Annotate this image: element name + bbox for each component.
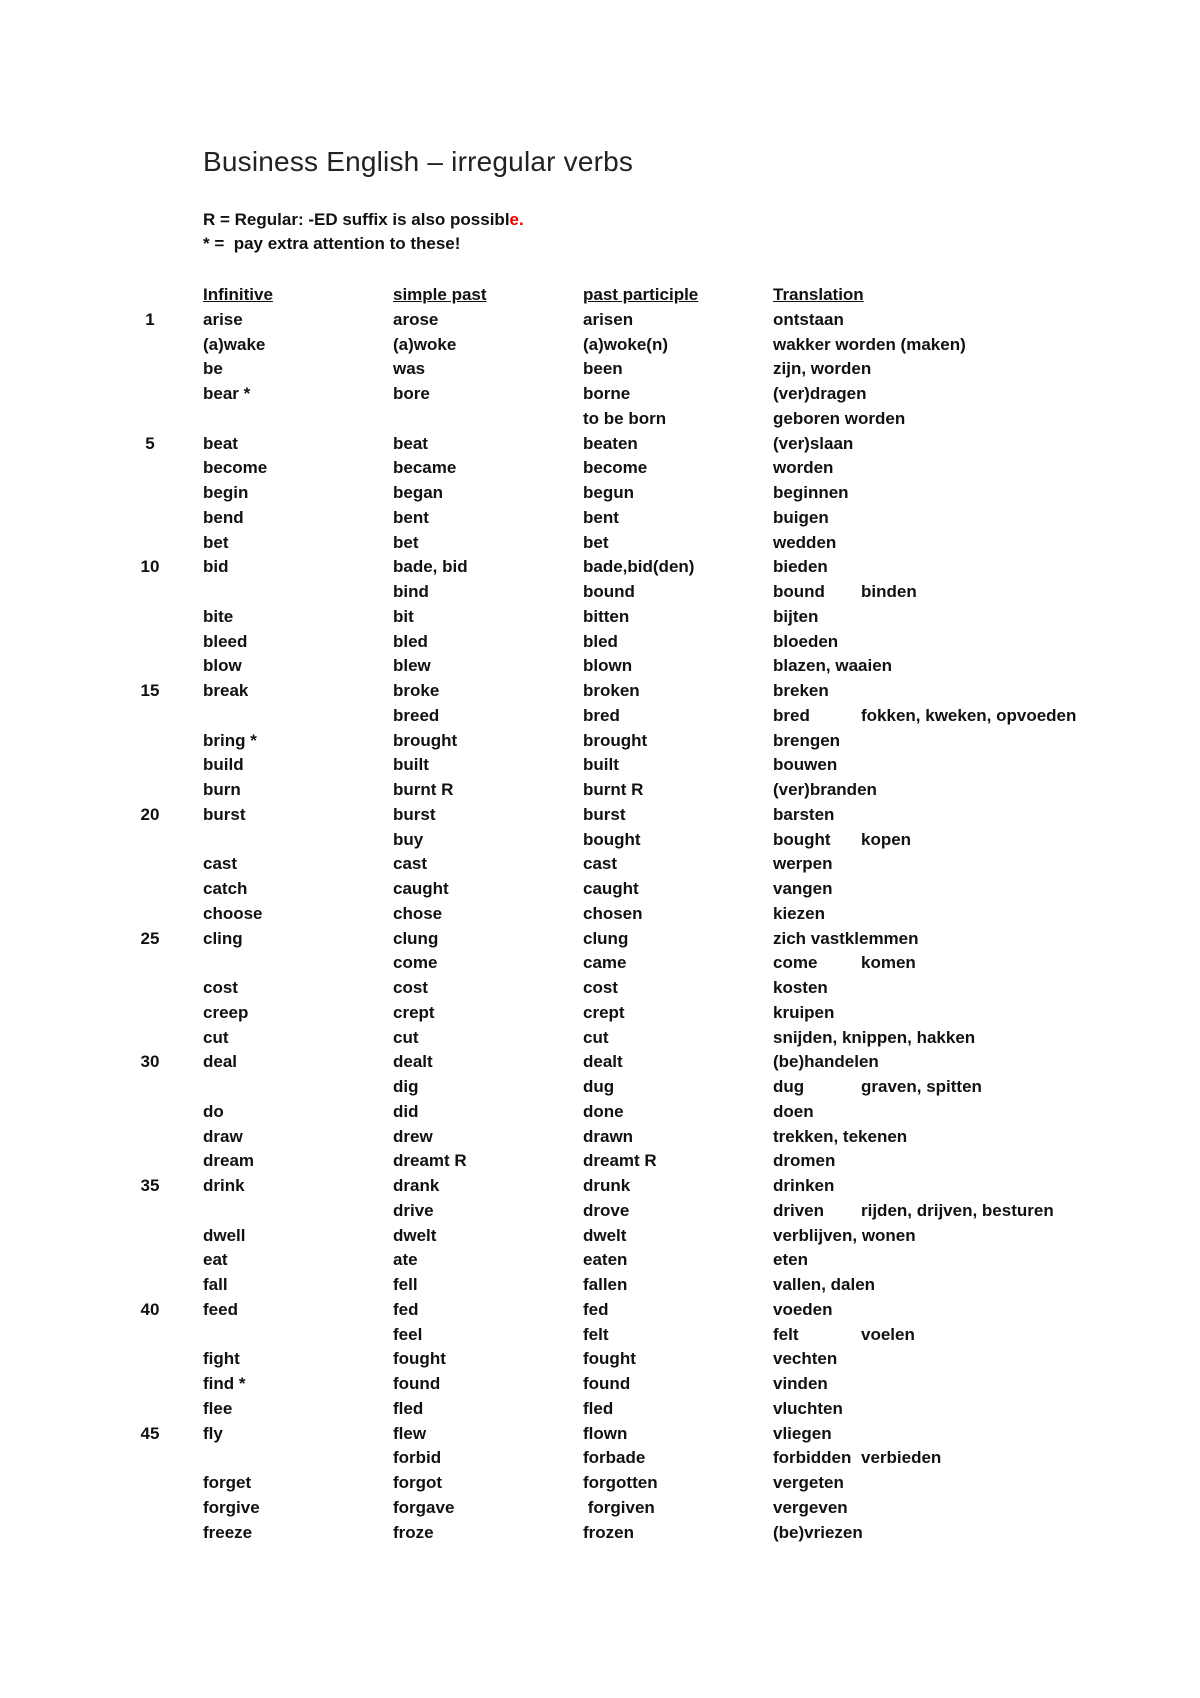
translation-cell: (ver)dragen — [773, 384, 867, 403]
translation-cell: bred — [773, 705, 810, 725]
simple-past-cell: bet — [393, 532, 419, 552]
simple-past-cell: built — [393, 755, 429, 775]
infinitive-cell: catch — [203, 879, 248, 898]
infinitive-cell: burst — [203, 804, 246, 824]
simple-past-cell: ate — [393, 1250, 418, 1270]
past-participle-cell: forgotten — [583, 1473, 658, 1492]
table-row — [0, 1199, 1200, 1224]
past-participle-cell: cast — [583, 854, 618, 874]
past-participle-cell: cost — [583, 978, 618, 997]
infinitive-cell: eat — [203, 1250, 228, 1270]
past-participle-cell: bitten — [583, 606, 630, 626]
note-attention: * = pay extra attention to these! — [203, 234, 461, 253]
note-regular-text: R = Regular: -ED suffix is also possibl — [203, 210, 510, 229]
infinitive-cell: bear * — [203, 384, 251, 403]
translation-cell: forbidden — [773, 1448, 852, 1468]
translation-cell: kruipen — [773, 1002, 835, 1022]
translation-cell: dromen — [773, 1151, 836, 1171]
translation-cell: worden — [773, 458, 834, 478]
row-number: 5 — [145, 433, 155, 453]
infinitive-cell: become — [203, 458, 268, 478]
simple-past-cell: bled — [393, 631, 428, 651]
past-participle-cell: broken — [583, 681, 640, 700]
table-row — [0, 506, 1200, 531]
translation-extra-cell: binden — [861, 582, 917, 601]
row-number: 20 — [140, 804, 160, 824]
infinitive-cell: do — [203, 1101, 224, 1121]
infinitive-cell: (a)wake — [203, 334, 266, 354]
simple-past-cell: arose — [393, 309, 439, 329]
infinitive-cell: cost — [203, 978, 238, 997]
table-row — [0, 1347, 1200, 1372]
translation-cell: bieden — [773, 557, 828, 577]
table-row — [0, 1372, 1200, 1397]
table-row — [0, 1248, 1200, 1273]
table-row — [0, 1224, 1200, 1249]
table-row — [0, 1026, 1200, 1051]
simple-past-cell: fought — [393, 1349, 446, 1369]
infinitive-cell: be — [203, 359, 223, 379]
table-row — [0, 852, 1200, 877]
simple-past-cell: come — [393, 953, 438, 973]
infinitive-cell: drink — [203, 1176, 245, 1195]
translation-cell: verblijven, wonen — [773, 1225, 916, 1245]
simple-past-cell: cast — [393, 854, 428, 874]
translation-cell: blazen, waaien — [773, 656, 893, 676]
translation-cell: wedden — [773, 532, 837, 552]
simple-past-cell: forbid — [393, 1448, 442, 1468]
translation-cell: vergeven — [773, 1497, 848, 1517]
infinitive-cell: bend — [203, 507, 244, 527]
translation-cell: werpen — [773, 854, 833, 874]
row-number: 30 — [140, 1052, 160, 1072]
simple-past-cell: dreamt R — [393, 1151, 467, 1171]
past-participle-cell: been — [583, 359, 623, 379]
past-participle-cell: bled — [583, 631, 618, 651]
infinitive-cell: fly — [203, 1423, 223, 1443]
infinitive-cell: fight — [203, 1349, 240, 1369]
table-row — [0, 407, 1200, 432]
table-row — [0, 555, 1200, 580]
infinitive-cell: arise — [203, 309, 243, 329]
table-row — [0, 382, 1200, 407]
row-number: 45 — [140, 1423, 160, 1443]
past-participle-cell: forgiven — [583, 1497, 655, 1517]
past-participle-cell: bred — [583, 705, 620, 725]
table-row — [0, 1174, 1200, 1199]
row-number: 1 — [145, 309, 155, 329]
translation-cell: vliegen — [773, 1423, 832, 1443]
table-row — [0, 729, 1200, 754]
infinitive-cell: draw — [203, 1126, 243, 1146]
table-row — [0, 531, 1200, 556]
past-participle-cell: begun — [583, 483, 634, 502]
past-participle-cell: forbade — [583, 1448, 646, 1468]
translation-cell: trekken, tekenen — [773, 1126, 908, 1146]
translation-cell: brengen — [773, 730, 841, 750]
translation-cell: (be)vriezen — [773, 1522, 863, 1542]
translation-cell: come — [773, 953, 818, 973]
table-row — [0, 1446, 1200, 1471]
past-participle-cell: fought — [583, 1349, 636, 1369]
simple-past-cell: dig — [393, 1077, 419, 1096]
past-participle-cell: to be born — [583, 408, 667, 428]
table-row — [0, 679, 1200, 704]
table-row — [0, 1323, 1200, 1348]
simple-past-cell: began — [393, 483, 444, 502]
row-number: 25 — [140, 928, 160, 948]
past-participle-cell: bent — [583, 507, 619, 527]
table-row — [0, 1075, 1200, 1100]
translation-cell: eten — [773, 1250, 808, 1270]
infinitive-cell: forget — [203, 1473, 252, 1492]
simple-past-cell: bent — [393, 507, 429, 527]
simple-past-cell: forgave — [393, 1497, 455, 1517]
simple-past-cell: burst — [393, 804, 436, 824]
translation-extra-cell: rijden, drijven, besturen — [861, 1200, 1054, 1220]
simple-past-cell: breed — [393, 705, 440, 725]
translation-cell: dug — [773, 1077, 805, 1096]
past-participle-cell: done — [583, 1101, 624, 1121]
infinitive-cell: forgive — [203, 1497, 260, 1517]
simple-past-cell: burnt R — [393, 780, 454, 799]
translation-cell: kosten — [773, 978, 828, 997]
past-participle-cell: clung — [583, 928, 629, 948]
note-regular — [203, 210, 524, 230]
table-row — [0, 877, 1200, 902]
past-participle-cell: dug — [583, 1077, 615, 1096]
table-header-row — [0, 283, 1200, 308]
simple-past-cell: cost — [393, 978, 428, 997]
infinitive-cell: cling — [203, 928, 243, 948]
verb-table — [0, 283, 1200, 1545]
header-infinitive: Infinitive — [203, 285, 273, 304]
translation-cell: geboren worden — [773, 408, 906, 428]
past-participle-cell: cut — [583, 1027, 609, 1047]
past-participle-cell: eaten — [583, 1250, 628, 1270]
past-participle-cell: flown — [583, 1423, 628, 1443]
infinitive-cell: flee — [203, 1398, 233, 1418]
past-participle-cell: dreamt R — [583, 1151, 657, 1171]
table-row — [0, 1100, 1200, 1125]
translation-cell: kiezen — [773, 903, 825, 923]
past-participle-cell: came — [583, 953, 627, 973]
table-row — [0, 1050, 1200, 1075]
simple-past-cell: did — [393, 1101, 419, 1121]
past-participle-cell: burnt R — [583, 780, 644, 799]
header-simple-past: simple past — [393, 285, 487, 304]
infinitive-cell: freeze — [203, 1522, 253, 1542]
past-participle-cell: caught — [583, 879, 639, 898]
past-participle-cell: become — [583, 458, 648, 478]
infinitive-cell: break — [203, 681, 249, 700]
simple-past-cell: bade, bid — [393, 557, 468, 577]
table-row — [0, 951, 1200, 976]
translation-extra-cell: verbieden — [861, 1448, 942, 1468]
table-row — [0, 1496, 1200, 1521]
translation-cell: wakker worden (maken) — [773, 334, 966, 354]
translation-extra-cell: voelen — [861, 1324, 915, 1344]
past-participle-cell: fled — [583, 1398, 614, 1418]
past-participle-cell: drunk — [583, 1176, 631, 1195]
simple-past-cell: froze — [393, 1522, 434, 1542]
simple-past-cell: dwelt — [393, 1225, 437, 1245]
table-row — [0, 1397, 1200, 1422]
infinitive-cell: blow — [203, 656, 242, 676]
simple-past-cell: dealt — [393, 1052, 433, 1072]
translation-extra-cell: kopen — [861, 829, 912, 849]
translation-cell: (ver)slaan — [773, 433, 854, 453]
past-participle-cell: dealt — [583, 1052, 623, 1072]
past-participle-cell: bought — [583, 829, 641, 849]
table-row — [0, 1471, 1200, 1496]
table-row — [0, 456, 1200, 481]
past-participle-cell: found — [583, 1374, 631, 1393]
simple-past-cell: found — [393, 1374, 441, 1393]
simple-past-cell: drew — [393, 1126, 433, 1146]
translation-cell: (ver)branden — [773, 780, 877, 799]
simple-past-cell: flew — [393, 1423, 427, 1443]
infinitive-cell: fall — [203, 1275, 228, 1294]
translation-cell: bloeden — [773, 631, 839, 651]
table-row — [0, 1149, 1200, 1174]
simple-past-cell: caught — [393, 879, 449, 898]
page-title: Business English – irregular verbs — [203, 146, 634, 177]
simple-past-cell: crept — [393, 1002, 435, 1022]
past-participle-cell: felt — [583, 1324, 609, 1344]
table-row — [0, 803, 1200, 828]
simple-past-cell: chose — [393, 903, 443, 923]
note-regular-red-text: e. — [509, 210, 524, 229]
translation-cell: zich vastklemmen — [773, 928, 919, 948]
past-participle-cell: dwelt — [583, 1225, 627, 1245]
table-row — [0, 1125, 1200, 1150]
translation-cell: beginnen — [773, 483, 849, 502]
translation-cell: bouwen — [773, 755, 838, 775]
translation-cell: snijden, knippen, hakken — [773, 1027, 976, 1047]
table-row — [0, 333, 1200, 358]
row-number: 10 — [140, 557, 160, 577]
infinitive-cell: bet — [203, 532, 229, 552]
table-row — [0, 1298, 1200, 1323]
past-participle-cell: blown — [583, 656, 633, 676]
past-participle-cell: built — [583, 755, 619, 775]
simple-past-cell: fed — [393, 1299, 419, 1319]
simple-past-cell: became — [393, 458, 457, 478]
translation-cell: felt — [773, 1324, 799, 1344]
simple-past-cell: beat — [393, 433, 428, 453]
simple-past-cell: drive — [393, 1200, 434, 1220]
past-participle-cell: drove — [583, 1200, 630, 1220]
table-row — [0, 605, 1200, 630]
table-row — [0, 630, 1200, 655]
simple-past-cell: brought — [393, 730, 458, 750]
simple-past-cell: buy — [393, 829, 424, 849]
translation-cell: ontstaan — [773, 309, 844, 329]
past-participle-cell: fallen — [583, 1275, 628, 1294]
translation-cell: barsten — [773, 804, 835, 824]
infinitive-cell: choose — [203, 903, 263, 923]
translation-cell: bijten — [773, 606, 819, 626]
simple-past-cell: fell — [393, 1275, 418, 1294]
table-row — [0, 704, 1200, 729]
simple-past-cell: bind — [393, 582, 429, 601]
table-row — [0, 357, 1200, 382]
past-participle-cell: beaten — [583, 433, 638, 453]
translation-cell: driven — [773, 1200, 825, 1220]
translation-cell: bought — [773, 829, 831, 849]
translation-cell: zijn, worden — [773, 359, 872, 379]
past-participle-cell: drawn — [583, 1126, 634, 1146]
translation-cell: vallen, dalen — [773, 1275, 876, 1294]
simple-past-cell: fled — [393, 1398, 424, 1418]
table-row — [0, 1422, 1200, 1447]
translation-extra-cell: fokken, kweken, opvoeden — [861, 705, 1077, 725]
translation-extra-cell: graven, spitten — [861, 1077, 982, 1096]
infinitive-cell: dream — [203, 1151, 255, 1171]
past-participle-cell: bade,bid(den) — [583, 557, 695, 577]
infinitive-cell: bid — [203, 557, 229, 577]
infinitive-cell: dwell — [203, 1225, 246, 1245]
table-row — [0, 432, 1200, 457]
row-number: 40 — [140, 1299, 160, 1319]
infinitive-cell: bring * — [203, 730, 257, 750]
past-participle-cell: frozen — [583, 1522, 634, 1542]
table-row — [0, 976, 1200, 1001]
table-row — [0, 1001, 1200, 1026]
table-row — [0, 308, 1200, 333]
past-participle-cell: fed — [583, 1299, 609, 1319]
translation-cell: voeden — [773, 1299, 833, 1319]
simple-past-cell: (a)woke — [393, 334, 457, 354]
simple-past-cell: was — [393, 359, 426, 379]
simple-past-cell: clung — [393, 928, 439, 948]
row-number: 35 — [140, 1176, 160, 1195]
infinitive-cell: burn — [203, 780, 241, 799]
infinitive-cell: bite — [203, 606, 234, 626]
table-row — [0, 481, 1200, 506]
header-translation: Translation — [773, 285, 864, 304]
translation-cell: doen — [773, 1101, 814, 1121]
past-participle-cell: chosen — [583, 903, 643, 923]
infinitive-cell: find * — [203, 1374, 246, 1393]
translation-cell: breken — [773, 681, 829, 700]
translation-cell: bound — [773, 582, 825, 601]
table-row — [0, 1521, 1200, 1546]
past-participle-cell: bound — [583, 582, 635, 601]
simple-past-cell: broke — [393, 681, 440, 700]
table-row — [0, 778, 1200, 803]
header-past-participle: past participle — [583, 285, 699, 304]
translation-cell: vangen — [773, 879, 833, 898]
simple-past-cell: blew — [393, 656, 431, 676]
past-participle-cell: burst — [583, 804, 626, 824]
table-row — [0, 927, 1200, 952]
infinitive-cell: bleed — [203, 631, 248, 651]
infinitive-cell: begin — [203, 483, 249, 502]
infinitive-cell: cut — [203, 1027, 229, 1047]
row-number: 15 — [140, 681, 160, 700]
simple-past-cell: drank — [393, 1176, 440, 1195]
infinitive-cell: cast — [203, 854, 238, 874]
past-participle-cell: borne — [583, 384, 631, 403]
past-participle-cell: bet — [583, 532, 609, 552]
infinitive-cell: creep — [203, 1002, 249, 1022]
table-row — [0, 654, 1200, 679]
translation-cell: vechten — [773, 1349, 838, 1369]
table-row — [0, 828, 1200, 853]
infinitive-cell: feed — [203, 1299, 238, 1319]
table-row — [0, 580, 1200, 605]
table-row — [0, 1273, 1200, 1298]
table-row — [0, 753, 1200, 778]
past-participle-cell: arisen — [583, 309, 634, 329]
translation-cell: drinken — [773, 1176, 835, 1195]
simple-past-cell: cut — [393, 1027, 419, 1047]
infinitive-cell: build — [203, 755, 244, 775]
infinitive-cell: deal — [203, 1052, 238, 1072]
simple-past-cell: bit — [393, 606, 414, 626]
past-participle-cell: (a)woke(n) — [583, 334, 668, 354]
infinitive-cell: beat — [203, 433, 238, 453]
translation-cell: buigen — [773, 507, 829, 527]
translation-cell: vergeten — [773, 1473, 844, 1492]
past-participle-cell: brought — [583, 730, 648, 750]
translation-cell: (be)handelen — [773, 1052, 879, 1072]
past-participle-cell: crept — [583, 1002, 625, 1022]
simple-past-cell: forgot — [393, 1473, 443, 1492]
simple-past-cell: feel — [393, 1324, 423, 1344]
translation-extra-cell: komen — [861, 953, 916, 973]
translation-cell: vluchten — [773, 1398, 843, 1418]
simple-past-cell: bore — [393, 384, 430, 403]
table-row — [0, 902, 1200, 927]
translation-cell: vinden — [773, 1374, 828, 1393]
